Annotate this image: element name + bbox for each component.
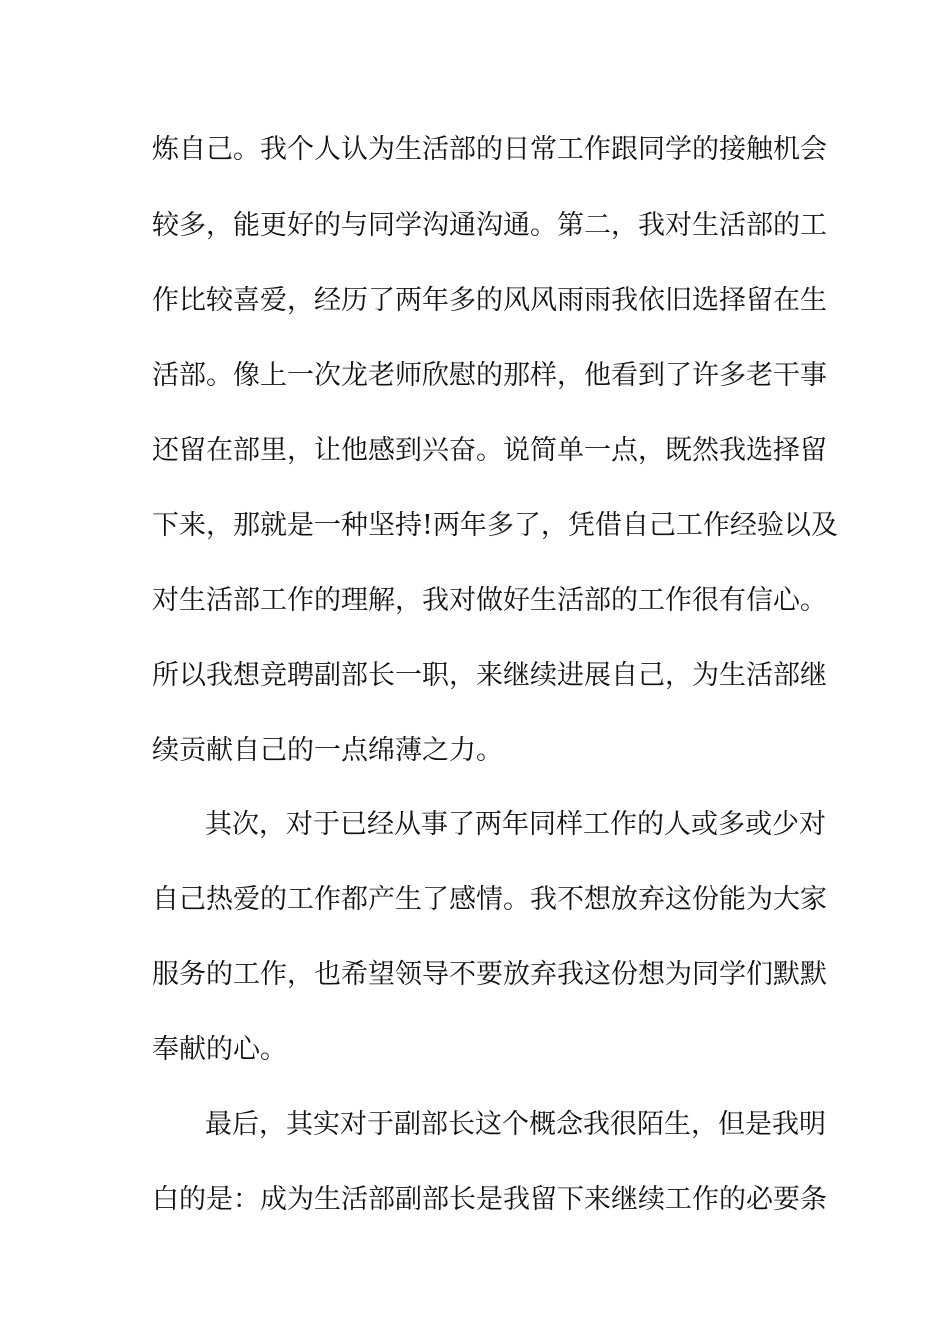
text-line: 炼自己。我个人认为生活部的日常工作跟同学的接触机会 xyxy=(152,134,827,165)
text-line: 对生活部工作的理解，我对做好生活部的工作很有信心。 xyxy=(152,585,827,616)
paragraph-first-line: 最后，其实对于副部长这个概念我很陌生，但是我明 xyxy=(205,1109,826,1140)
paragraph-first-line: 其次，对于已经从事了两年同样工作的人或多或少对 xyxy=(205,809,826,840)
text-line: 白的是：成为生活部副部长是我留下来继续工作的必要条 xyxy=(152,1184,827,1215)
text-line: 下来，那就是一种坚持!两年多了，凭借自己工作经验以及 xyxy=(152,510,838,541)
text-line: 所以我想竞聘副部长一职，来继续进展自己，为生活部继 xyxy=(152,660,827,691)
text-line: 续贡献自己的一点绵薄之力。 xyxy=(152,735,503,766)
text-line: 自己热爱的工作都产生了感情。我不想放弃这份能为大家 xyxy=(152,884,827,915)
text-line: 服务的工作，也希望领导不要放弃我这份想为同学们默默 xyxy=(152,959,827,990)
text-line: 较多，能更好的与同学沟通沟通。第二，我对生活部的工 xyxy=(152,210,827,241)
text-line: 奉献的心。 xyxy=(152,1034,287,1065)
text-line: 活部。像上一次龙老师欣慰的那样，他看到了许多老干事 xyxy=(152,360,827,391)
text-line: 作比较喜爱，经历了两年多的风风雨雨我依旧选择留在生 xyxy=(152,285,827,316)
text-line: 还留在部里，让他感到兴奋。说简单一点，既然我选择留 xyxy=(152,435,827,466)
